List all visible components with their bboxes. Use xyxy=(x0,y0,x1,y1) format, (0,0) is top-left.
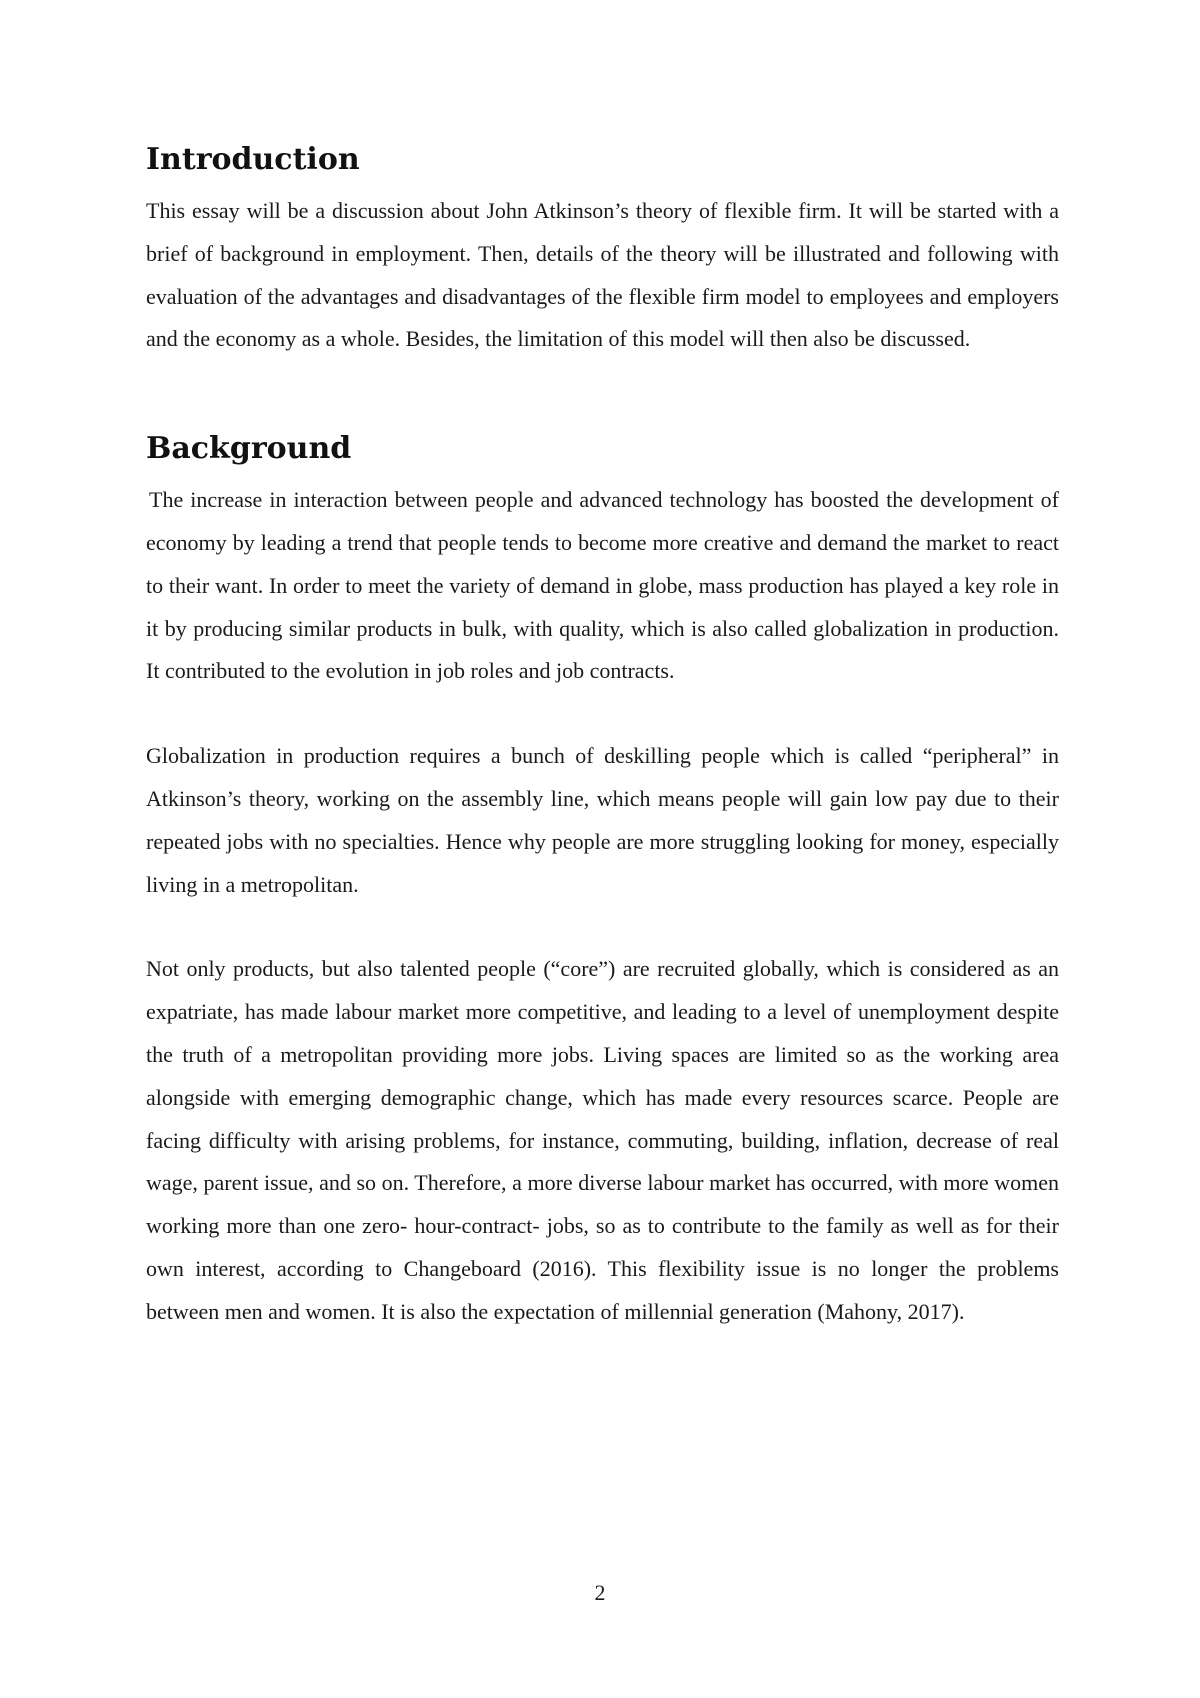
paragraph-spacer xyxy=(146,906,1059,948)
background-paragraph-2: Globalization in production requires a bunch of deskilling people which is called “peripheral” in Atkinson’s theory, working on the assembly line, which means people will gain low pay due to their repeated jobs with no specialties. Hence why people are more struggling looking for money, especially living in a metropolitan. xyxy=(146,743,1059,897)
background-paragraph-3: Not only products, but also talented people (“core”) are recruited globally, which is considered as an expatriate, has made labour market more competitive, and leading to a level of unemployment despite the truth of a metropolitan providing more jobs. Living spaces are limited so as the working area alongside with emerging demographic change, which has made every resources scarce. People are facing difficulty with arising problems, for instance, commuting, building, inflation, decrease of real wage, parent issue, and so on. Therefore, a more diverse labour market has occurred, with more women working more than one zero- hour-contract- jobs, so as to contribute to the family as well as for their own interest, according to Changeboard (2016). This flexibility issue is no longer the problems between men and women. It is also the expectation of millennial generation (Mahony, 2017). xyxy=(146,956,1059,1324)
page-number: 2 xyxy=(594,1580,606,1605)
introduction-heading: Introduction xyxy=(146,142,360,177)
introduction-paragraph: This essay will be a discussion about John Atkinson’s theory of flexible firm. It will be started with a brief of background in employment. Then, details of the theory will be illustrated and following with evaluation of the advantages and disadvantages of the flexible firm model to employees and employers and the economy as a whole. Besides, the limitation of this model will then also be discussed. xyxy=(146,198,1059,352)
paragraph-spacer xyxy=(146,693,1059,735)
background-paragraph-1: The increase in interaction between people and advanced technology has boosted the development of economy by leading a trend that people tends to become more creative and demand the market to react to their want. In order to meet the variety of demand in globe, mass production has played a key role in it by producing similar products in bulk, with quality, which is also called globalization in production. It contributed to the evolution in job roles and job contracts. xyxy=(146,487,1059,684)
section-spacer xyxy=(146,361,1059,429)
background-heading: Background xyxy=(146,431,352,467)
document-body xyxy=(146,140,1059,1334)
